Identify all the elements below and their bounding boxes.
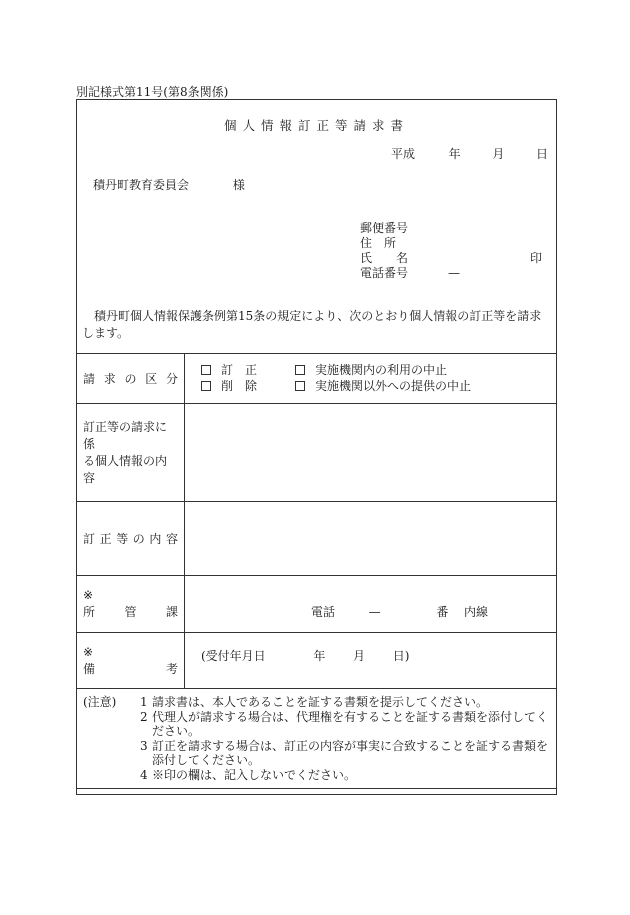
- checkbox-stop-external-provision[interactable]: [295, 381, 305, 391]
- remarks-row: [77, 633, 557, 689]
- address-label: 住 所: [360, 236, 397, 250]
- label-char: 区: [145, 372, 158, 386]
- label-char: 訂: [83, 532, 96, 546]
- notes-heading: (注意): [83, 695, 117, 709]
- phone-row: [360, 266, 550, 281]
- request-statement: 積丹町個人情報保護条例第15条の規定により、次のとおり個人情報の訂正等を請求します。: [82, 309, 542, 340]
- option-stop-internal-use[interactable]: 実施機関内の利用の中止: [295, 363, 540, 378]
- department-phone-label: 電話: [310, 604, 335, 619]
- department-ban: 番: [436, 604, 449, 619]
- label-char: 等: [116, 532, 129, 546]
- option-delete[interactable]: 削 除: [201, 379, 295, 394]
- info-content-label-cell: [77, 404, 185, 502]
- department-dash: —: [368, 604, 381, 619]
- remarks-label-cell: [77, 633, 185, 689]
- remarks-mark: ※: [83, 644, 94, 659]
- addressee-honorific: 様: [232, 178, 245, 192]
- checkbox-delete[interactable]: [201, 381, 211, 391]
- department-mark: ※: [83, 588, 94, 602]
- name-label: 氏 名: [360, 251, 409, 265]
- label-char: 課: [165, 605, 178, 619]
- label-char: 内: [149, 532, 162, 546]
- option-stop-external-provision[interactable]: 実施機関以外への提供の中止: [295, 379, 540, 394]
- department-label-cell: [77, 576, 185, 633]
- receipt-year: 年: [313, 649, 326, 663]
- postal-code-row: [360, 221, 550, 236]
- request-type-label: [83, 370, 178, 387]
- label-char: 求: [103, 372, 116, 386]
- postal-code-label: 郵便番号: [360, 221, 409, 235]
- info-content-field[interactable]: [185, 404, 557, 502]
- correction-content-label-cell: [77, 502, 185, 576]
- notes-row: [77, 689, 557, 789]
- receipt-day: 日): [392, 649, 410, 663]
- date-day: 日: [535, 147, 548, 161]
- info-content-label-line2: る個人情報の内容: [83, 453, 168, 485]
- request-type-label-cell: [77, 354, 185, 404]
- correction-content-field[interactable]: [185, 502, 557, 576]
- date-line: [391, 145, 548, 162]
- correction-content-label: [83, 530, 178, 547]
- requester-block: [360, 221, 550, 281]
- address-row: [360, 236, 550, 251]
- receipt-date-label: (受付年月日: [201, 649, 266, 663]
- receipt-month: 月: [353, 649, 366, 663]
- remarks-label: [83, 661, 178, 678]
- option-correct[interactable]: 訂 正: [201, 363, 295, 378]
- date-era: 平成: [390, 147, 415, 161]
- label-char: 請: [83, 372, 96, 386]
- addressee-name: 積丹町教育委員会: [93, 178, 190, 192]
- note-item-4: 4 ※印の欄は、記入しないでください。: [140, 767, 357, 782]
- label-char: 分: [165, 372, 178, 386]
- note-item-3: 3 訂正を請求する場合は、訂正の内容が事実に合致することを証する書類を添付してください。: [140, 738, 549, 767]
- label-char: 所: [83, 605, 96, 619]
- department-label: [83, 604, 178, 621]
- seal-mark: 印: [529, 251, 542, 265]
- correction-content-row: [77, 502, 557, 576]
- label-char: の: [132, 532, 145, 546]
- label-char: 考: [165, 661, 178, 676]
- name-row: [360, 251, 550, 266]
- request-type-options: [185, 354, 557, 404]
- info-content-label-line1: 訂正等の請求に係: [83, 419, 168, 451]
- label-char: 容: [165, 532, 178, 546]
- label-char: 備: [83, 661, 96, 676]
- department-field: [185, 576, 557, 633]
- checkbox-correct[interactable]: [201, 365, 211, 375]
- label-char: の: [124, 372, 137, 386]
- department-extension: 内線: [463, 604, 488, 619]
- note-item-1: (注意) 1 請求書は、本人であることを証する書類を提示してください。: [83, 695, 489, 709]
- form-frame: [76, 99, 557, 795]
- info-content-row: [77, 404, 557, 502]
- addressee: [93, 176, 245, 193]
- note-item-2: 2 代理人が請求する場合は、代理権を有することを証する書類を添付してください。: [140, 709, 549, 738]
- phone-label: 電話番号: [360, 266, 409, 280]
- checkbox-stop-internal-use[interactable]: [295, 365, 305, 375]
- label-char: 正: [99, 532, 112, 546]
- notes-cell: [77, 689, 557, 789]
- request-type-row: [77, 354, 557, 404]
- date-year: 年: [448, 147, 461, 161]
- date-month: 月: [492, 147, 505, 161]
- phone-dash: —: [448, 266, 460, 280]
- label-char: 管: [124, 605, 137, 619]
- form-caption: 別記様式第11号(第8条関係): [76, 85, 229, 99]
- request-table: [76, 353, 557, 789]
- document-title: 個人情報訂正等請求書: [223, 118, 409, 133]
- remarks-field: [185, 633, 557, 689]
- department-row: [77, 576, 557, 633]
